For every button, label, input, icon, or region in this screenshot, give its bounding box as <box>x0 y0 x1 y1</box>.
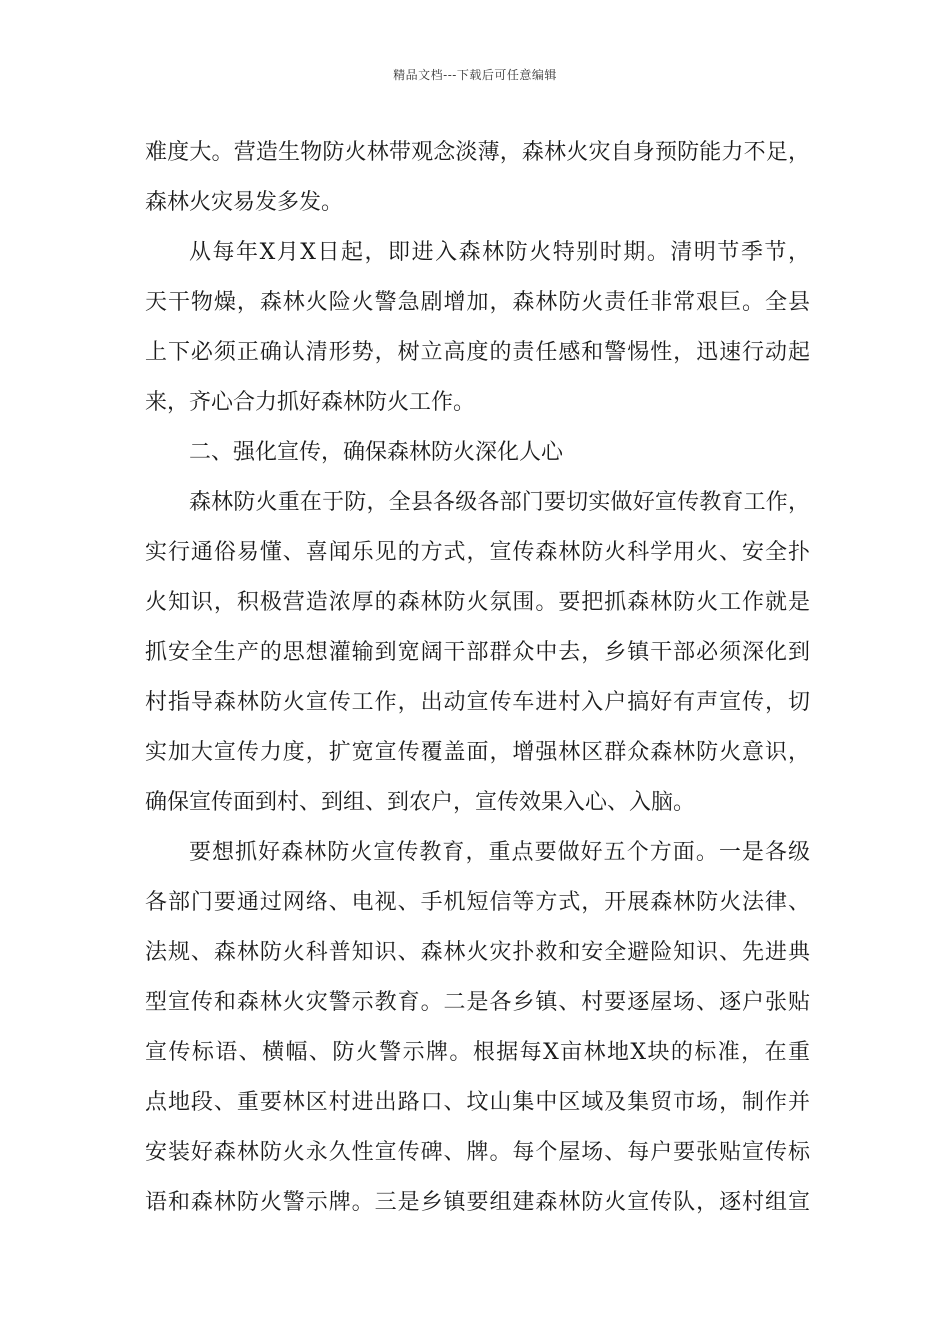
text-line: 上下必须正确认清形势，树立高度的责任感和警惕性，迅速行动起 <box>145 340 810 365</box>
text-line: 型宣传和森林火灾警示教育。二是各乡镇、村要逐屋场、逐户张贴 <box>145 990 810 1015</box>
page-header: 精品文档---下载后可任意编辑 <box>393 68 557 82</box>
text-line: 村指导森林防火宣传工作，出动宣传车进村入户搞好有声宣传，切 <box>145 690 810 715</box>
text-line: 实加大宣传力度，扩宽宣传覆盖面，增强林区群众森林防火意识， <box>145 740 810 765</box>
document-body <box>145 128 810 1228</box>
text-line: 确保宣传面到村、到组、到农户，宣传效果入心、入脑。 <box>145 790 696 815</box>
text-line: 抓安全生产的思想灌输到宽阔干部群众中去，乡镇干部必须深化到 <box>145 640 810 665</box>
text-line: 语和森林防火警示牌。三是乡镇要组建森林防火宣传队，逐村组宣 <box>145 1190 810 1215</box>
text-line: 二、强化宣传，确保森林防火深化人心 <box>189 440 564 465</box>
text-line: 安装好森林防火永久性宣传碑、牌。每个屋场、每户要张贴宣传标 <box>145 1140 810 1165</box>
text-line: 点地段、重要林区村进出路口、坟山集中区域及集贸市场，制作并 <box>145 1090 810 1115</box>
text-line: 从每年X月X日起，即进入森林防火特别时期。清明节季节， <box>189 240 810 265</box>
text-line: 森林火灾易发多发。 <box>145 190 344 215</box>
text-line: 各部门要通过网络、电视、手机短信等方式，开展森林防火法律、 <box>145 890 810 915</box>
text-line: 实行通俗易懂、喜闻乐见的方式，宣传森林防火科学用火、安全扑 <box>145 540 810 565</box>
text-line: 天干物燥，森林火险火警急剧增加，森林防火责任非常艰巨。全县 <box>145 290 810 315</box>
text-line: 法规、森林防火科普知识、森林火灾扑救和安全避险知识、先进典 <box>145 940 810 965</box>
text-line: 宣传标语、横幅、防火警示牌。根据每X亩林地X块的标准，在重 <box>145 1040 810 1065</box>
text-line: 火知识，积极营造浓厚的森林防火氛围。要把抓森林防火工作就是 <box>145 590 810 615</box>
text-line: 来，齐心合力抓好森林防火工作。 <box>145 390 476 415</box>
text-line: 难度大。营造生物防火林带观念淡薄，森林火灾自身预防能力不足， <box>145 140 810 165</box>
text-line: 要想抓好森林防火宣传教育，重点要做好五个方面。一是各级 <box>189 840 810 865</box>
text-line: 森林防火重在于防，全县各级各部门要切实做好宣传教育工作， <box>189 490 810 515</box>
